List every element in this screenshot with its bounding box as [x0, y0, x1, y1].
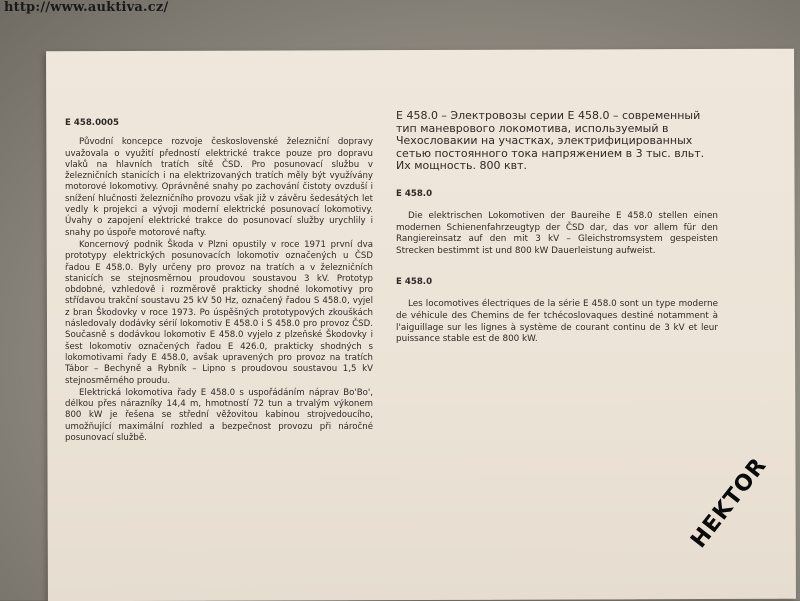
czech-paragraph-3: Elektrická lokomotiva řady E 458.0 s uspořádáním náprav Bo'Bo', délkou přes nárazníky 14,4 m, hmotností 72 tun a trvalým výkonem 800 kW je řešena se střední věžovitou kabinou strojvedoucího, umožňující maximální rozhled a bezpečnost provozu při náročné posunovací službě. [65, 387, 373, 444]
translations-column [396, 110, 718, 366]
site-url: http://www.auktiva.cz/ [4, 0, 169, 15]
french-text: Les locomotives électriques de la série E 458.0 sont un type moderne de véhicule des Chemins de fer tchécoslovaques destiné notamment à l'aiguillage sur les lignes à système de courant continu de 3 kV et leur puissance stable est de 800 kW. [396, 299, 718, 345]
document-id: E 458.0005 [65, 118, 119, 128]
czech-column [65, 118, 373, 445]
czech-paragraph-1: Původní koncepce rozvoje československé železniční dopravy uvažovala o využití předností elektrické trakce pouze pro dopravu vlaků na hlavních tratích sítě ČSD. Pro posunovací službu v železničních stanicích i na elektrizovaných tratích měly být využívány motorové lokomotivy. Oprávněné snahy po zachování čistoty ovzduší i snížení hlučnosti železničního provozu však již v závěru šedesátých let vedly k projekci a vývoji moderní elektrické posunovací lokomotivy. Úvahy o zapojení elektrické trakce do posunovací služby urychlily i snahy po úspoře motorové nafty. [65, 137, 373, 238]
russian-text: E 458.0 – Электровозы серии E 458.0 – современный тип маневрового локомотива, используемый в Чехословакии на участках, электрифицированных сетью постоянного тока напряжением в 3 тыс. вльт. Их мощность. 800 квт. [396, 109, 705, 173]
czech-paragraph-2: Koncernový podnik Škoda v Plzni opustily v roce 1971 první dva prototypy elektrických posunovacích lokomotiv označených u ČSD řadou E 458.0. Byly určeny pro provoz na tratích a v železničních stanicích se stejnosměrnou proudovou soustavou 3 kV. Prototyp obdobné, vzhledově i rozměrově prakticky shodné lokomotivy pro střídavou trakční soustavu 25 kV 50 Hz, označený řadou S 458.0, vyjel z bran Škodovky v roce 1973. Po úspěšných prototypových zkouškách následovaly dodávky sérií lokomotiv E 458.0 i S 458.0 pro provoz ČSD. Současně s dodávkou lokomotiv E 458.0 vyjelo z plzeňské Škodovky i šest lokomotiv označených řadou E 426.0, prakticky shodných s lokomotivami řady E 458.0, avšak upravených pro provoz na tratích Tábor – Bechyně a Rybník – Lipno s proudovou soustavou 1,5 kV stejnosměrného proudu. [65, 239, 373, 386]
watermark: HEKTOR [686, 453, 772, 553]
french-title: E 458.0 [396, 277, 433, 288]
german-title: E 458.0 [396, 188, 433, 199]
german-text: Die elektrischen Lokomotiven der Baureihe E 458.0 stellen einen modernen Schienenfahrzeugtyp der ČSD dar, das vor allem für den Rangiereinsatz auf den mit 3 kV – Gleichstromsystem gespeisten Strecken bestimmt ist und 800 kW Dauerleistung aufweist. [396, 210, 718, 256]
